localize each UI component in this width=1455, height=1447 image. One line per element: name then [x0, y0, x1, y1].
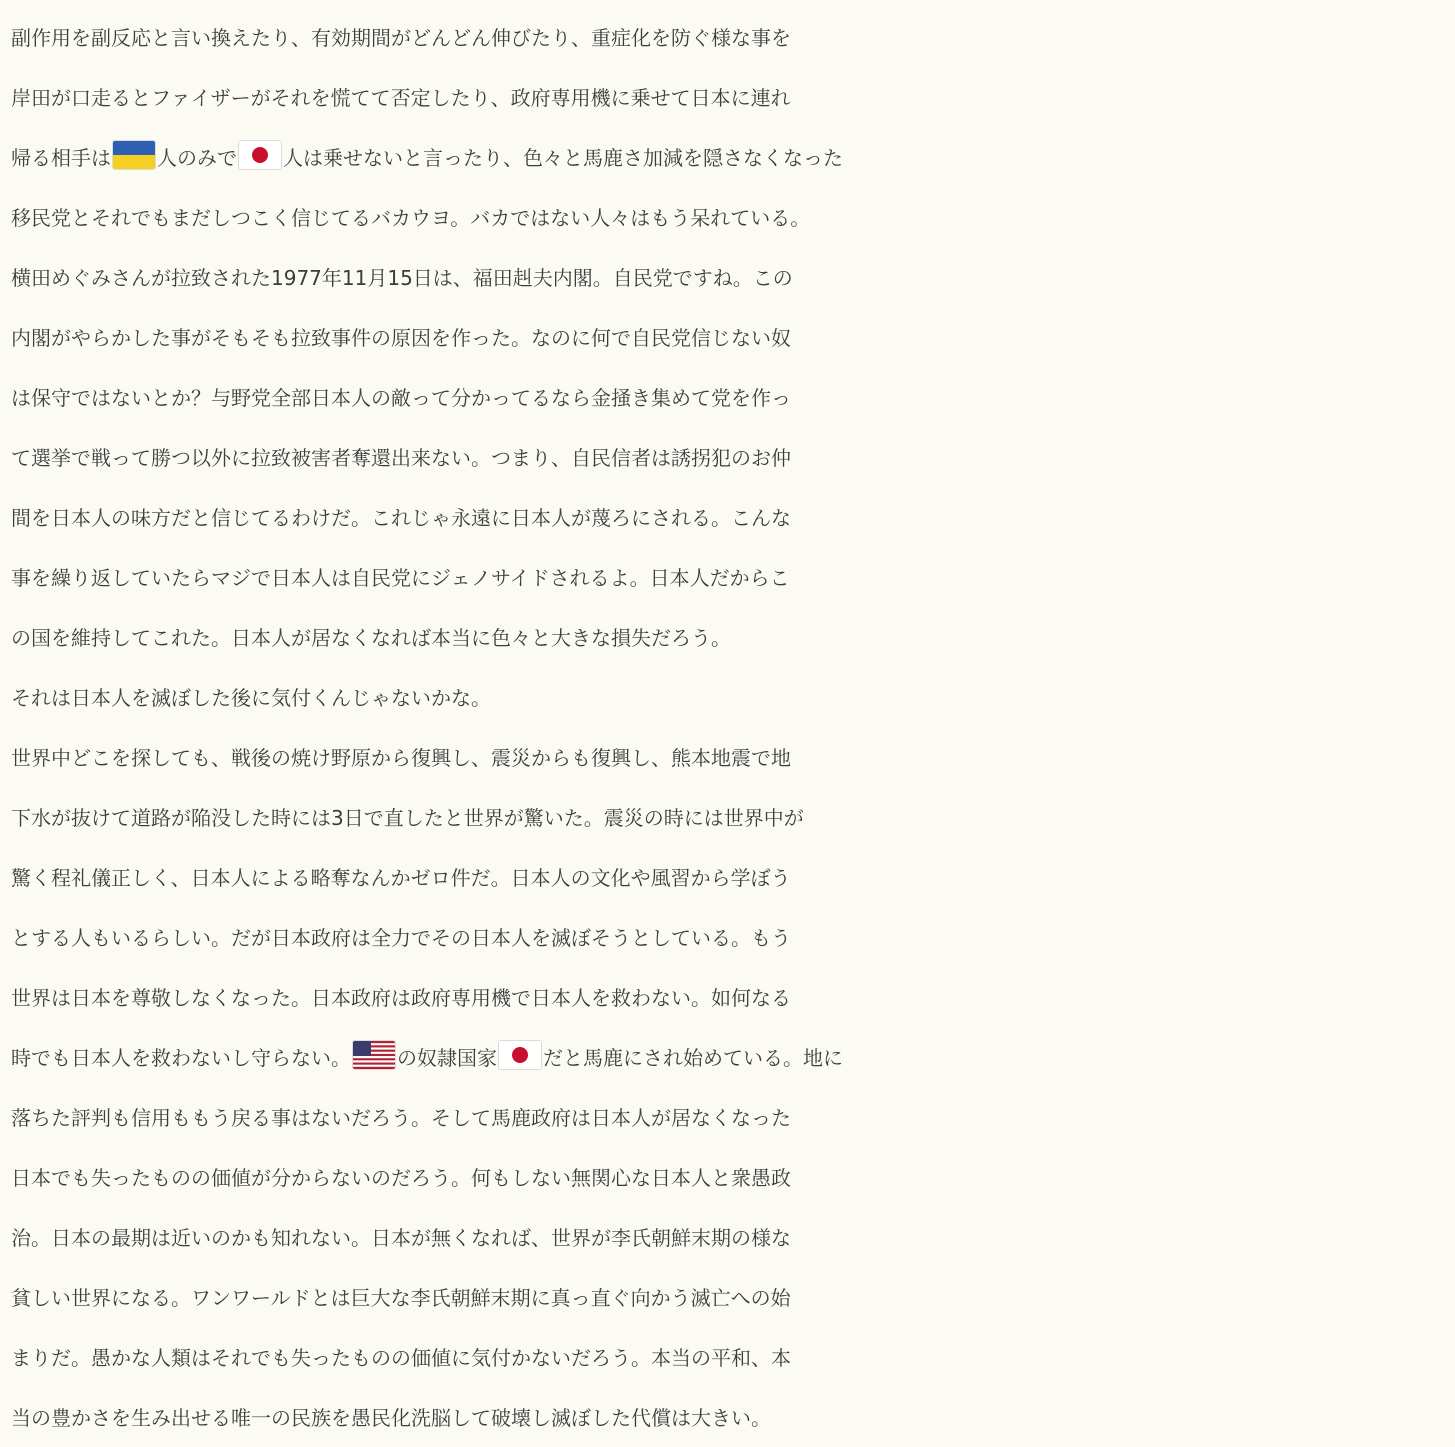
- text-line-18: [11, 1028, 1455, 1088]
- text-segment: それは日本人を滅ぼした後に気付くんじゃないかな。: [11, 686, 491, 710]
- text-segment: 人は乗せないと言ったり、色々と馬鹿さ加減を隠さなくなった: [283, 146, 843, 170]
- text-segment: 事を繰り返していたらマジで日本人は自民党にジェノサイドされるよ。日本人だからこ: [11, 566, 790, 590]
- text-segment: 移民党とそれでもまだしつこく信じてるバカウヨ。バカではない人々はもう呆れている。: [11, 206, 811, 230]
- text-segment: は保守ではないとか？与野党全部日本人の敵って分かってるなら金掻き集めて党を作っ: [11, 386, 791, 410]
- text-line-14: [11, 788, 1455, 848]
- text-line-2: [11, 68, 1455, 128]
- japan-flag-icon: [239, 141, 281, 169]
- text-segment: 世界中どこを探しても、戦後の焼け野原から復興し、震災からも復興し、熊本地震で地: [11, 746, 791, 770]
- text-line-23: [11, 1328, 1455, 1388]
- text-line-20: [11, 1148, 1455, 1208]
- text-segment: の奴隷国家: [397, 1046, 497, 1070]
- text-line-19: [11, 1088, 1455, 1148]
- text-line-17: [11, 968, 1455, 1028]
- text-line-9: [11, 488, 1455, 548]
- ukraine-flag-icon: [113, 141, 155, 169]
- text-segment: 下水が抜けて道路が陥没した時には3日で直したと世界が驚いた。震災の時には世界中が: [11, 806, 804, 830]
- text-segment: 間を日本人の味方だと信じてるわけだ。これじゃ永遠に日本人が蔑ろにされる。こんな: [11, 506, 791, 530]
- text-segment: の国を維持してこれた。日本人が居なくなれば本当に色々と大きな損失だろう。: [11, 626, 731, 650]
- text-line-24: [11, 1388, 1455, 1447]
- text-segment: 横田めぐみさんが拉致された1977年11月15日は、福田赳夫内閣。自民党ですね。この: [11, 266, 793, 290]
- text-line-10: [11, 548, 1455, 608]
- text-segment: 岸田が口走るとファイザーがそれを慌てて否定したり、政府専用機に乗せて日本に連れ: [11, 86, 791, 110]
- text-line-16: [11, 908, 1455, 968]
- text-segment: 驚く程礼儀正しく、日本人による略奪なんかゼロ件だ。日本人の文化や風習から学ぼう: [11, 866, 791, 890]
- text-segment: だと馬鹿にされ始めている。地に: [543, 1046, 843, 1070]
- text-segment: 時でも日本人を救わないし守らない。: [11, 1046, 351, 1070]
- text-line-1: [11, 8, 1455, 68]
- text-line-3: [11, 128, 1455, 188]
- text-segment: 日本でも失ったものの価値が分からないのだろう。何もしない無関心な日本人と衆愚政: [11, 1166, 791, 1190]
- text-segment: て選挙で戦って勝つ以外に拉致被害者奪還出来ない。つまり、自民信者は誘拐犯のお仲: [11, 446, 791, 470]
- text-line-5: [11, 248, 1455, 308]
- usa-flag-icon: [353, 1041, 395, 1069]
- text-line-4: [11, 188, 1455, 248]
- text-line-11: [11, 608, 1455, 668]
- text-line-22: [11, 1268, 1455, 1328]
- japan-flag-icon: [499, 1041, 541, 1069]
- text-line-7: [11, 368, 1455, 428]
- text-segment: 人のみで: [157, 146, 237, 170]
- text-segment: 内閣がやらかした事がそもそも拉致事件の原因を作った。なのに何で自民党信じない奴: [11, 326, 791, 350]
- text-line-13: [11, 728, 1455, 788]
- text-line-6: [11, 308, 1455, 368]
- text-line-12: [11, 668, 1455, 728]
- text-line-15: [11, 848, 1455, 908]
- text-segment: 帰る相手は: [11, 146, 111, 170]
- text-segment: 貧しい世界になる。ワンワールドとは巨大な李氏朝鮮末期に真っ直ぐ向かう滅亡への始: [11, 1286, 791, 1310]
- text-segment: 当の豊かさを生み出せる唯一の民族を愚民化洗脳して破壊し滅ぼした代償は大きい。: [11, 1406, 771, 1430]
- text-segment: 世界は日本を尊敬しなくなった。日本政府は政府専用機で日本人を救わない。如何なる: [11, 986, 791, 1010]
- text-segment: 治。日本の最期は近いのかも知れない。日本が無くなれば、世界が李氏朝鮮末期の様な: [11, 1226, 791, 1250]
- text-segment: 副作用を副反応と言い換えたり、有効期間がどんどん伸びたり、重症化を防ぐ様な事を: [11, 26, 791, 50]
- text-segment: まりだ。愚かな人類はそれでも失ったものの価値に気付かないだろう。本当の平和、本: [11, 1346, 791, 1370]
- text-segment: とする人もいるらしい。だが日本政府は全力でその日本人を滅ぼそうとしている。もう: [11, 926, 791, 950]
- text-line-8: [11, 428, 1455, 488]
- text-line-21: [11, 1208, 1455, 1268]
- text-segment: 落ちた評判も信用ももう戻る事はないだろう。そして馬鹿政府は日本人が居なくなった: [11, 1106, 791, 1130]
